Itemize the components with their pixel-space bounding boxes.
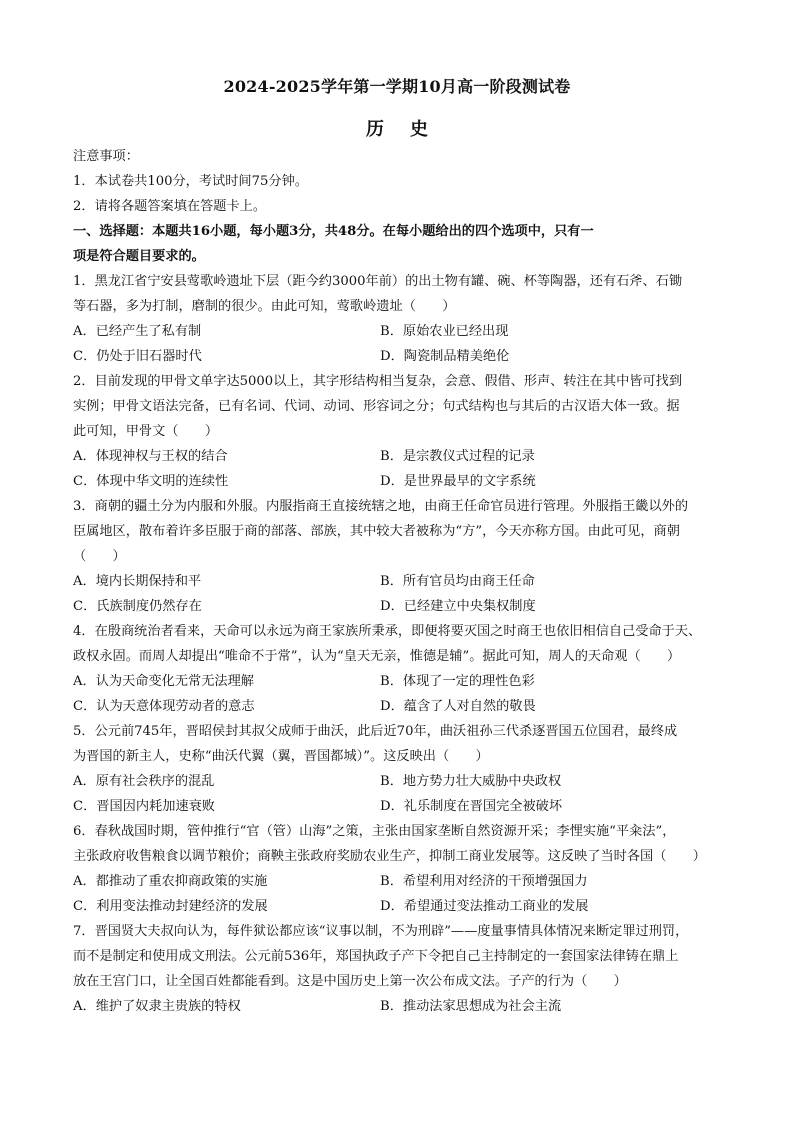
question-5-option-b: B．地方势力壮大威胁中央政权 xyxy=(380,774,562,789)
question-5-option-d: D．礼乐制度在晋国完全被破坏 xyxy=(380,799,563,814)
question-2-option-a: A．体现神权与王权的结合 xyxy=(73,449,228,464)
question-2-option-b: B．是宗教仪式过程的记录 xyxy=(380,449,535,464)
question-1-option-c: C．仍处于旧石器时代 xyxy=(73,349,202,364)
question-5-stem: 为晋国的新主人，史称“曲沃代翼（翼，晋国都城）”。这反映出（ ） xyxy=(73,749,489,764)
question-1-option-b: B．原始农业已经出现 xyxy=(380,324,509,339)
question-3-option-c: C．氏族制度仍然存在 xyxy=(73,599,202,614)
question-7-option-a: A．维护了奴隶主贵族的特权 xyxy=(73,999,241,1014)
question-7-stem: 而不是制定和使用成文刑法。公元前536年，郑国执政子产下令把自己主持制定的一套国家法律铸在鼎上 xyxy=(73,949,679,964)
section-heading-cont: 项是符合题目要求的。 xyxy=(73,249,205,264)
question-6-option-a: A．都推动了重农抑商政策的实施 xyxy=(73,874,268,889)
question-1-option-d: D．陶瓷制品精美绝伦 xyxy=(380,349,510,364)
question-3-option-b: B．所有官员均由商王任命 xyxy=(380,574,535,589)
subject-title: 历史 xyxy=(366,119,454,140)
notice-item: 1．本试卷共100分，考试时间75分钟。 xyxy=(73,174,308,189)
notice-item: 2．请将各题答案填在答题卡上。 xyxy=(73,199,267,214)
question-6-stem: 主张政府收售粮食以调节粮价；商鞅主张政府奖励农业生产，抑制工商业发展等。这反映了当时各国（ ） xyxy=(73,849,706,864)
question-2-option-d: D．是世界最早的文字系统 xyxy=(380,474,536,489)
question-4-option-b: B．体现了一定的理性色彩 xyxy=(380,674,535,689)
question-6-option-c: C．利用变法推动封建经济的发展 xyxy=(73,899,268,914)
exam-title: 2024-2025学年第一学期10月高一阶段测试卷 xyxy=(223,77,571,96)
question-2-stem: 此可知，甲骨文（ ） xyxy=(73,424,219,439)
question-7-option-b: B．推动法家思想成为社会主流 xyxy=(380,999,562,1014)
question-2-option-c: C．体现中华文明的连续性 xyxy=(73,474,229,489)
question-1-stem: 1．黑龙江省宁安县莺歌岭遗址下层（距今约3000年前）的出土物有罐、碗、杯等陶器，还有石斧、石锄 xyxy=(73,274,683,289)
question-5-stem: 5．公元前745年，晋昭侯封其叔父成师于曲沃，此后近70年，曲沃祖孙三代杀逐晋国五位国君，最终成 xyxy=(73,724,678,739)
question-4-stem: 4．在殷商统治者看来，天命可以永远为商王家族所秉承，即便将要灭国之时商王也依旧相信自己受命于天、 xyxy=(73,624,702,639)
question-3-stem: （ ） xyxy=(73,549,126,564)
question-1-stem: 等石器，多为打制，磨制的很少。由此可知，莺歌岭遗址（ ） xyxy=(73,299,456,314)
question-3-stem: 臣属地区，散布着许多臣服于商的部落、部族，其中较大者被称为“方”，今天亦称方国。由此可见，商朝 xyxy=(73,524,680,539)
question-6-option-d: D．希望通过变法推动工商业的发展 xyxy=(380,899,589,914)
question-6-option-b: B．希望利用对经济的干预增强国力 xyxy=(380,874,588,889)
question-7-stem: 7．晋国贤大夫叔向认为，每件狱讼都应该“议事以制，不为刑辟”——度量事情具体情况来断定罪过刑罚， xyxy=(73,924,689,939)
question-6-stem: 6．春秋战国时期，管仲推行“官（管）山海”之策，主张由国家垄断自然资源开采；李悝实施“平籴法”， xyxy=(73,824,676,839)
question-1-option-a: A．已经产生了私有制 xyxy=(73,324,202,339)
question-4-option-d: D．蕴含了人对自然的敬畏 xyxy=(380,699,536,714)
question-2-stem: 2．目前发现的甲骨文单字达5000以上，其字形结构相当复杂，会意、假借、形声、转注在其中皆可找到 xyxy=(73,374,683,389)
question-7-stem: 放在王宫门口，让全国百姓都能看到。这是中国历史上第一次公布成文法。子产的行为（ ） xyxy=(73,974,627,989)
question-3-option-d: D．已经建立中央集权制度 xyxy=(380,599,536,614)
question-5-option-a: A．原有社会秩序的混乱 xyxy=(73,774,215,789)
question-4-option-a: A．认为天命变化无常无法理解 xyxy=(73,674,254,689)
section-heading: 一、选择题：本题共16小题，每小题3分，共48分。在每小题给出的四个选项中，只有一 xyxy=(73,224,594,239)
notice-heading: 注意事项： xyxy=(73,149,139,164)
question-3-option-a: A．境内长期保持和平 xyxy=(73,574,202,589)
question-4-option-c: C．认为天意体现劳动者的意志 xyxy=(73,699,255,714)
question-2-stem: 实例；甲骨文语法完备，已有名词、代词、动词、形容词之分；句式结构也与其后的古汉语大体一致。据 xyxy=(73,399,680,414)
question-3-stem: 3．商朝的疆土分为内服和外服。内服指商王直接统辖之地，由商王任命官员进行管理。外服指王畿以外的 xyxy=(73,499,689,514)
question-5-option-c: C．晋国因内耗加速衰败 xyxy=(73,799,215,814)
question-4-stem: 政权永固。而周人却提出“唯命不于常”，认为“皇天无亲，惟德是辅”。据此可知，周人的天命观（ ） xyxy=(73,649,681,664)
